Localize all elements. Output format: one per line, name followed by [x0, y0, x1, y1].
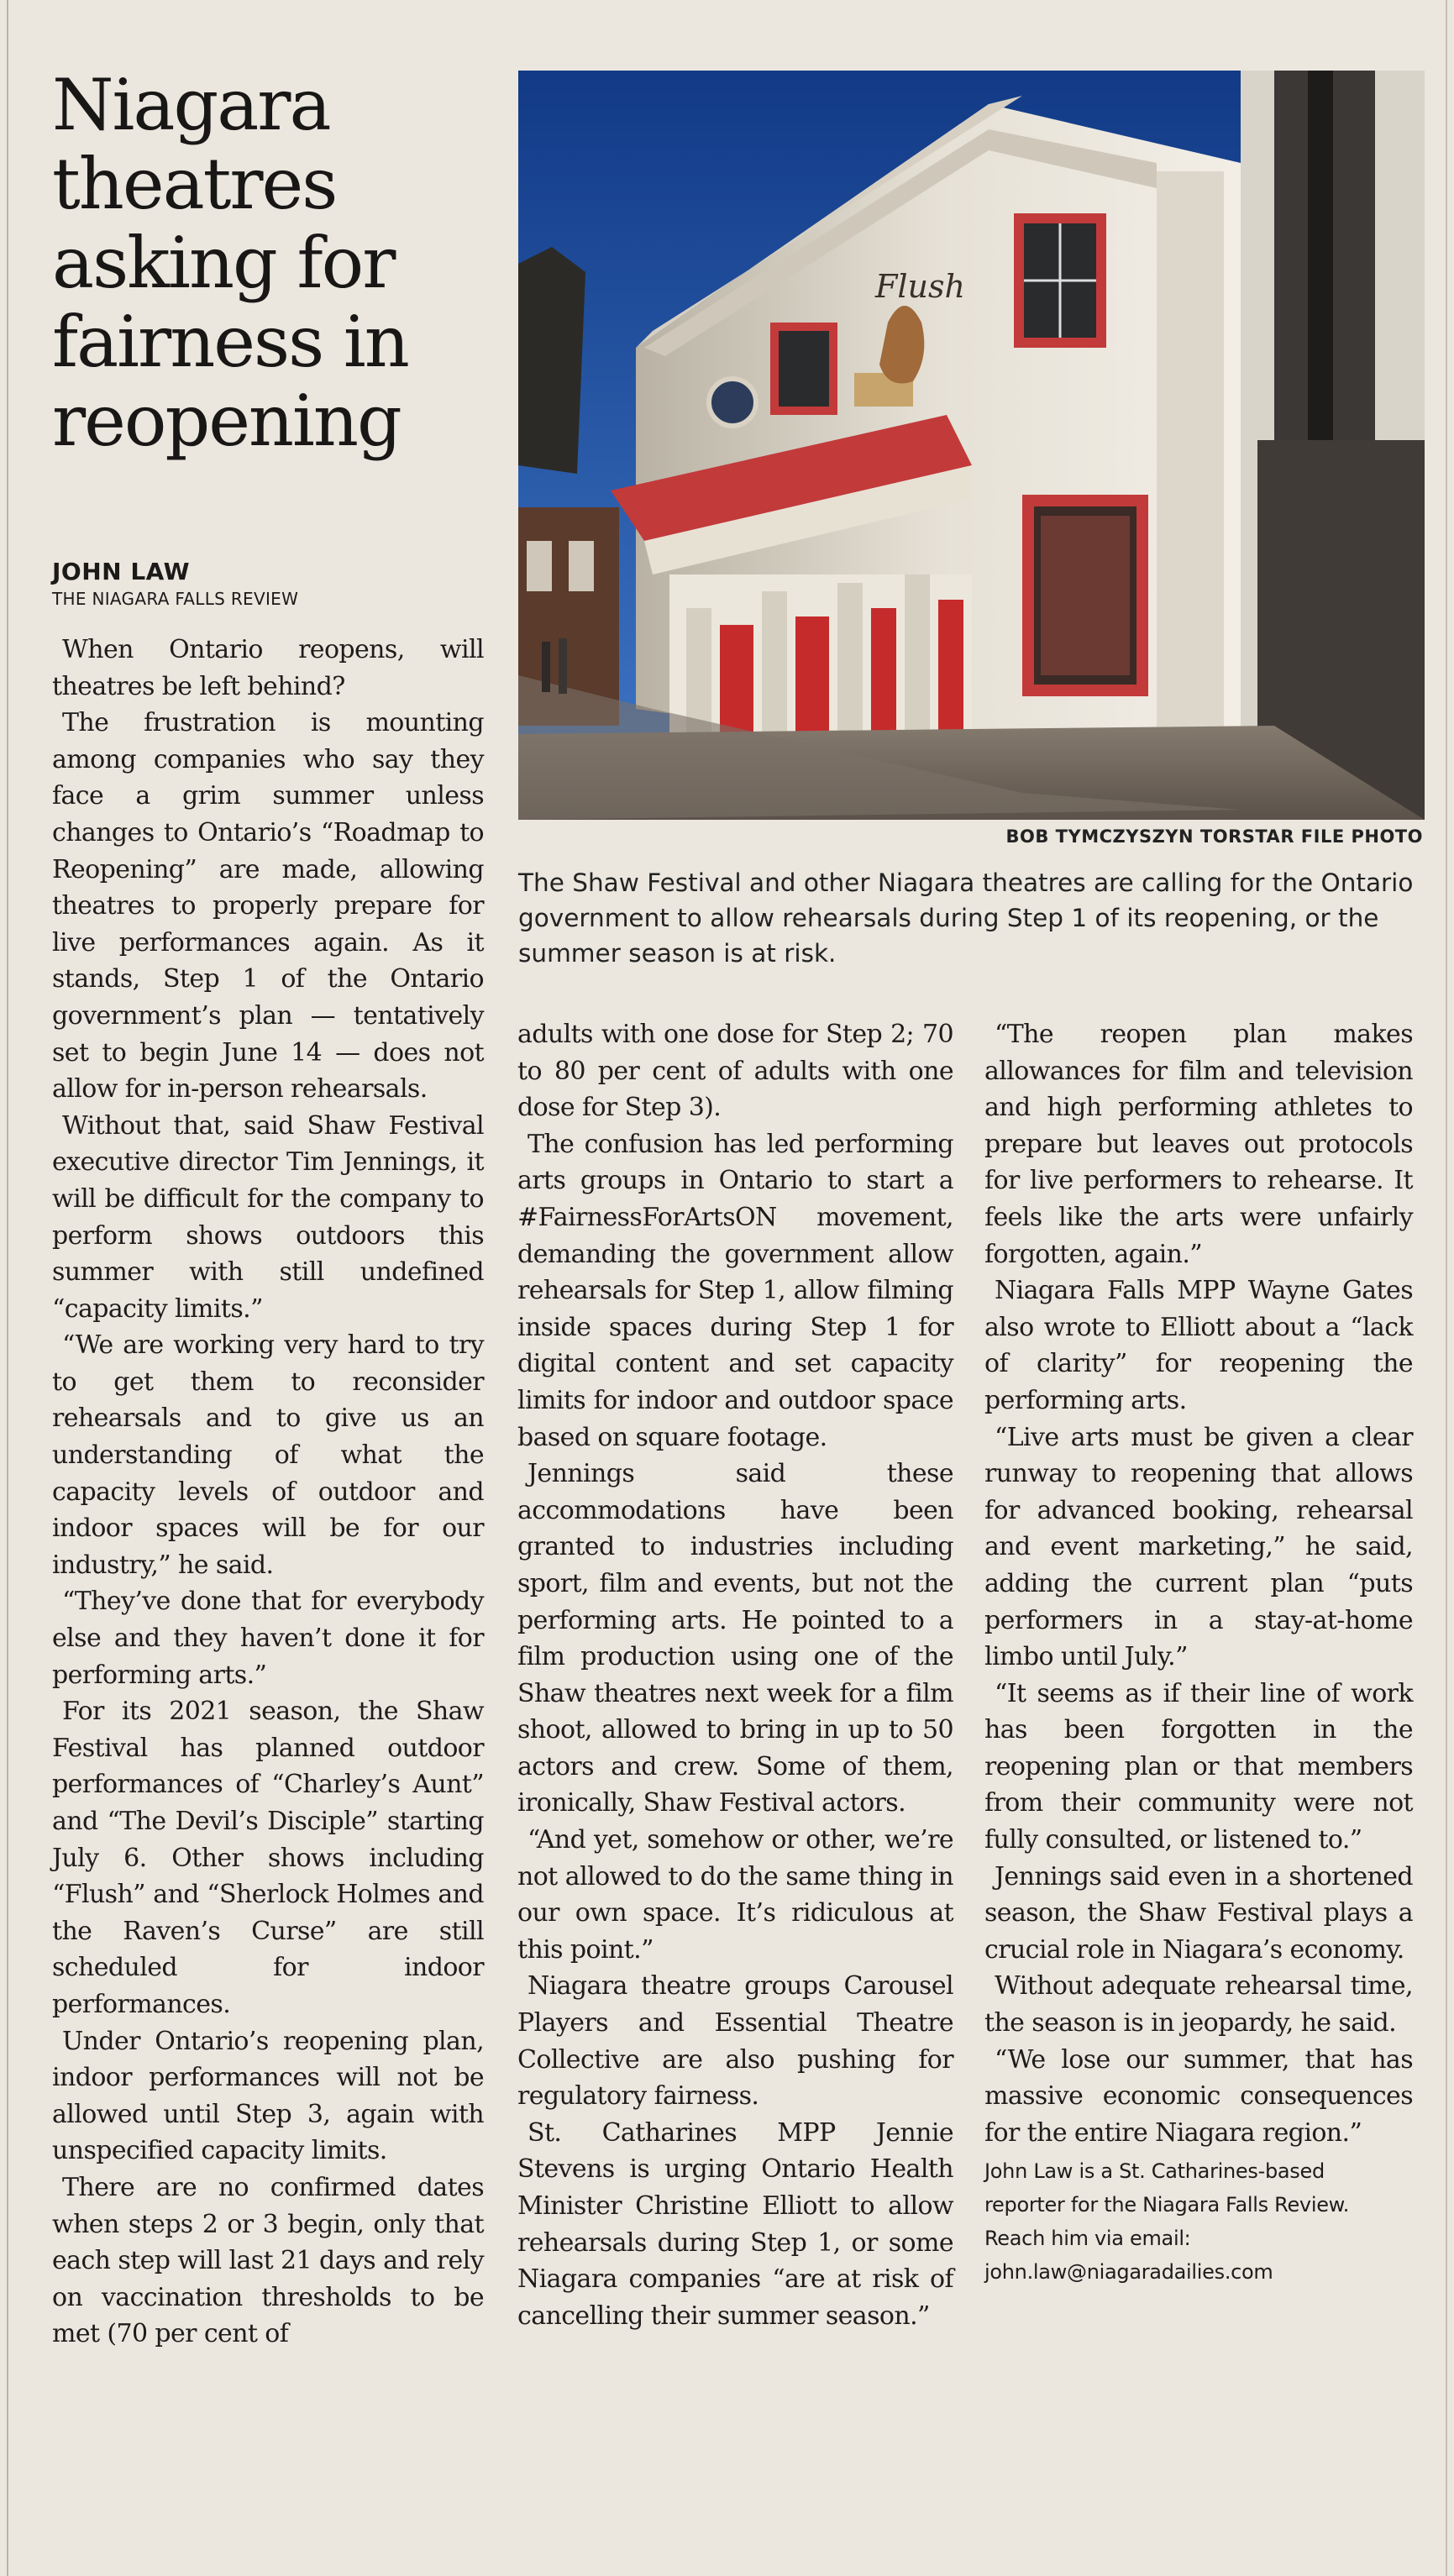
paragraph: “We are working very hard to try to get them to reconsider rehearsals and to give us an understanding of what the capacity levels of outdoor and indoor spaces will be for our industry,” he said. — [52, 1330, 484, 1580]
headline-line: fairness in — [52, 301, 408, 383]
paragraph: Without adequate rehearsal time, the season is in jeopardy, he said. — [984, 1971, 1413, 2038]
byline-source: THE NIAGARA FALLS REVIEW — [52, 589, 299, 609]
paragraph: The frustration is mounting among companies who say they face a grim summer unless changes to Ontario’s “Roadmap to Reopening” are made, allowing theatres to properly prepare for live performances again. As it stands, Step 1 of the Ontario government’s plan — tentatively set to begin June 14 — does not allow for in-person rehearsals. — [52, 708, 484, 1104]
paragraph: “We lose our summer, that has massive economic consequences for the entire Niagara region.” — [984, 2044, 1413, 2148]
bio-line: Reach him via email: — [984, 2227, 1191, 2251]
paragraph: For its 2021 season, the Shaw Festival has planned outdoor performances of “Charley’s Aunt” and “The Devil’s Disciple” starting July 6. Other shows including “Flush” and “Sherlock Holmes and the Raven’s Curse” are still scheduled for indoor performances. — [52, 1697, 484, 2019]
paragraph: “And yet, somehow or other, we’re not allowed to do the same thing in our own space. It’s ridiculous at this point.” — [517, 1825, 953, 1965]
article-column-2 — [517, 1016, 953, 2334]
article-column-1 — [52, 632, 484, 2353]
article-column-3 — [984, 1016, 1413, 2289]
headline-line: reopening — [52, 380, 401, 462]
headline-line: Niagara — [52, 64, 330, 146]
theatre-photo — [518, 71, 1425, 820]
byline-author: JOHN LAW — [52, 558, 190, 585]
paragraph: Under Ontario’s reopening plan, indoor performances will not be allowed until Step 3, again with unspecified capacity limits. — [52, 2026, 484, 2166]
page-edge-rule-left — [7, 0, 8, 2576]
headline-line: theatres — [52, 143, 337, 225]
paragraph: St. Catharines MPP Jennie Stevens is urging Ontario Health Minister Christine Elliott to allow rehearsals during Step 1, or some Niagara companies “are at risk of cancelling their summer season.” — [517, 2117, 953, 2331]
paragraph: “They’ve done that for everybody else and they haven’t done it for performing arts.” — [52, 1587, 484, 1690]
bio-line: John Law is a St. Catharines-based — [984, 2159, 1325, 2184]
author-bio — [984, 2154, 1413, 2289]
marquee-sign: Flush — [875, 268, 965, 305]
paragraph: Niagara Falls MPP Wayne Gates also wrote to Elliott about a “lack of clarity” for reopening the performing arts. — [984, 1276, 1413, 1415]
author-email: john.law@niagaradailies.com — [984, 2260, 1273, 2285]
paragraph: Jennings said even in a shortened season, the Shaw Festival plays a crucial role in Niagara’s economy. — [984, 1861, 1413, 1965]
page-edge-rule-right — [1446, 0, 1447, 2576]
paragraph: The confusion has led performing arts groups in Ontario to start a #FairnessForArtsON movement, demanding the government allow rehearsals for Step 1, allow filming inside spaces during Step 1 for digital content and set capacity limits for indoor and outdoor space based on square footage. — [517, 1129, 953, 1452]
paragraph: “It seems as if their line of work has been forgotten in the reopening plan or that members from their community were not fully consulted, or listened to.” — [984, 1678, 1413, 1855]
photo-caption: The Shaw Festival and other Niagara theatres are calling for the Ontario government to allow rehearsals during Step 1 of its reopening, or the summer season is at risk. — [518, 868, 1414, 968]
paragraph: There are no confirmed dates when steps 2 or 3 begin, only that each step will last 21 days and rely on vaccination thresholds to be met (70 per cent of — [52, 2172, 484, 2349]
headline-line: asking for — [52, 222, 395, 304]
paragraph: adults with one dose for Step 2; 70 to 80 per cent of adults with one dose for Step 3). — [517, 1020, 953, 1123]
paragraph: Niagara theatre groups Carousel Players and Essential Theatre Collective are also pushing for regulatory fairness. — [517, 1971, 953, 2112]
paragraph: “Live arts must be given a clear runway to reopening that allows for advanced booking, rehearsal and event marketing,” he said, adding the current plan “puts performers in a stay-at-home limbo until July.” — [984, 1422, 1413, 1672]
headline — [52, 66, 506, 460]
bio-line: reporter for the Niagara Falls Review. — [984, 2193, 1350, 2217]
paragraph: “The reopen plan makes allowances for film and television and high performing athletes to prepare but leaves out protocols for live performers to rehearse. It feels like the arts were unfairly forgotten, again.” — [984, 1020, 1413, 1269]
photo-credit: BOB TYMCZYSZYN TORSTAR FILE PHOTO — [1005, 826, 1423, 847]
paragraph: Jennings said these accommodations have been granted to industries including sport, film and events, but not the performing arts. He pointed to a film production using one of the Shaw theatres next week for a film shoot, allowed to bring in up to 50 actors and crew. Some of them, ironically, Shaw Festival actors. — [517, 1459, 953, 1818]
paragraph: When Ontario reopens, will theatres be left behind? — [52, 635, 484, 701]
paragraph: Without that, said Shaw Festival executive director Tim Jennings, it will be difficult for the company to perform shows outdoors this summer with still undefined “capacity limits.” — [52, 1110, 484, 1324]
byline — [52, 558, 506, 609]
